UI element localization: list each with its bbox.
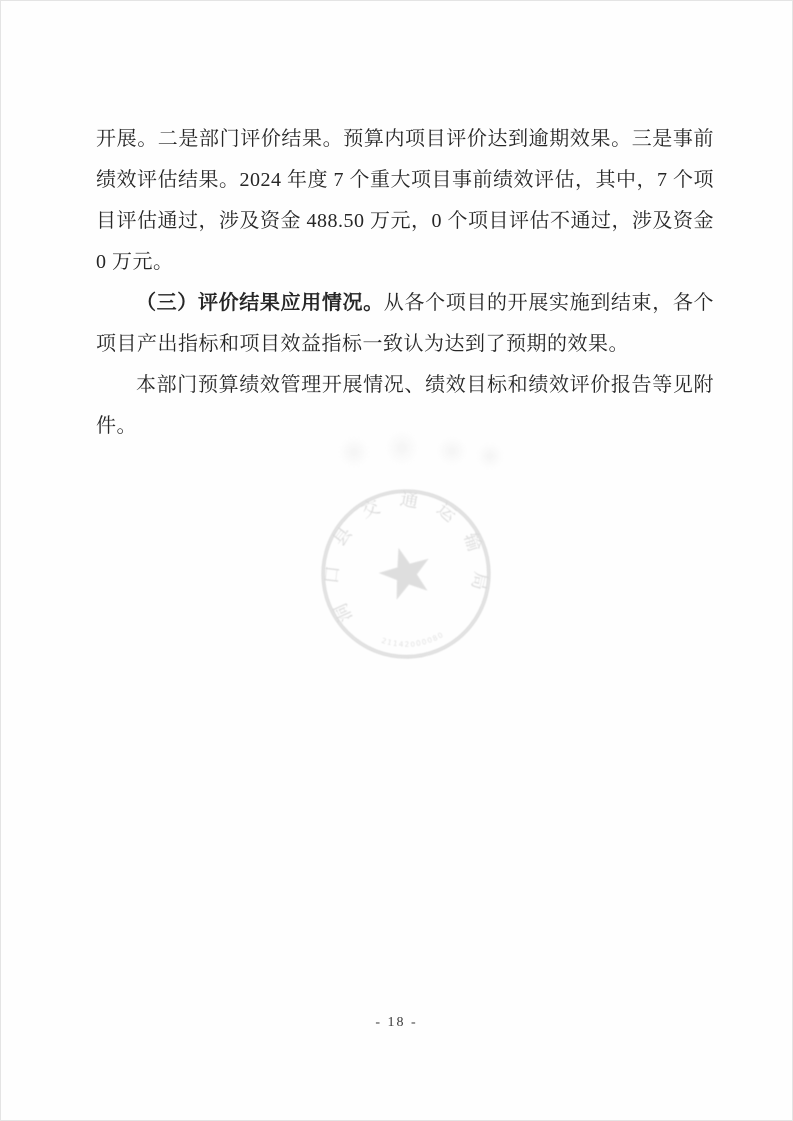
star-icon [376, 545, 432, 601]
text-line: 本部门预算绩效管理开展情况、绩效目标和绩效评价报告等见附 [136, 374, 714, 396]
bleed-through-mark [386, 431, 418, 465]
page-number: - 18 - [375, 1015, 418, 1030]
official-seal [306, 474, 506, 674]
text-line: 开展。二是部门评价结果。预算内项目评价达到逾期效果。三是事前 [96, 128, 714, 150]
text-line: 项目产出指标和项目效益指标一致认为达到了预期的效果。 [96, 333, 629, 355]
seal-ring-text: 洞口县交通运输局 [321, 488, 492, 626]
text-line: 目评估通过，涉及资金 488.50 万元，0 个项目评估不通过，涉及资金 [96, 210, 714, 232]
bleed-through-mark [437, 437, 467, 465]
text-line: 0 万元。 [96, 251, 174, 273]
section-heading-continuation: 从各个项目的开展实施到结束，各个 [383, 292, 714, 314]
text-line: 绩效评估结果。2024 年度 7 个重大项目事前绩效评估，其中，7 个项 [96, 169, 714, 191]
section-heading: （三）评价结果应用情况。 [136, 292, 384, 314]
text-line: 件。 [96, 415, 137, 437]
text-line [96, 283, 714, 324]
body-text [96, 119, 714, 447]
svg-text:21142000080 [380, 629, 447, 652]
seal-code: 21142000080 [380, 629, 446, 649]
bleed-through-mark [339, 437, 369, 467]
bleed-through-mark [477, 443, 503, 469]
svg-text:洞口县交通运输局 [312, 480, 495, 626]
